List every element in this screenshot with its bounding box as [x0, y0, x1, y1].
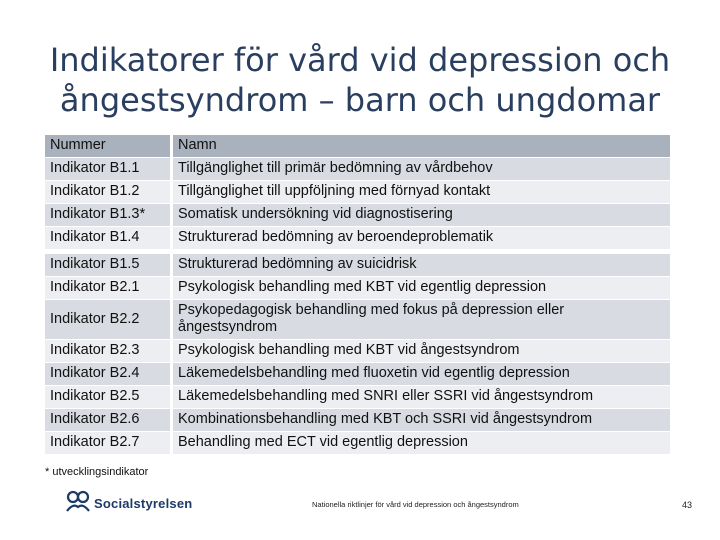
table-row	[45, 300, 670, 340]
indicator-name: Läkemedelsbehandling med fluoxetin vid egentlig depression	[173, 363, 670, 386]
table-row	[45, 250, 670, 277]
logo-text: Socialstyrelsen	[94, 496, 193, 511]
indicator-table	[45, 135, 670, 455]
indicator-name: Psykologisk behandling med KBT vid egentlig depression	[173, 277, 670, 300]
indicator-number: Indikator B1.1	[45, 158, 173, 181]
indicator-number: Indikator B2.4	[45, 363, 173, 386]
column-header-name: Namn	[173, 135, 670, 158]
indicator-number: Indikator B2.1	[45, 277, 173, 300]
table-row	[45, 227, 670, 250]
indicator-number: Indikator B2.2	[45, 300, 173, 340]
indicator-name: Psykologisk behandling med KBT vid ångestsyndrom	[173, 340, 670, 363]
indicator-name: Läkemedelsbehandling med SNRI eller SSRI vid ångestsyndrom	[173, 386, 670, 409]
footer-text: Nationella riktlinjer för vård vid depression och ångestsyndrom	[312, 500, 519, 509]
table-row	[45, 386, 670, 409]
indicator-name: Strukturerad bedömning av beroendeproblematik	[173, 227, 670, 250]
indicator-name: Kombinationsbehandling med KBT och SSRI vid ångestsyndrom	[173, 409, 670, 432]
footnote: * utvecklingsindikator	[45, 466, 149, 478]
page-title-line-1: Indikatorer för vård vid depression och	[49, 41, 671, 79]
table-row	[45, 204, 670, 227]
table-row	[45, 340, 670, 363]
indicator-name: Tillgänglighet till uppföljning med förnyad kontakt	[173, 181, 670, 204]
indicator-name: Strukturerad bedömning av suicidrisk	[173, 250, 670, 277]
indicator-name: Behandling med ECT vid egentlig depression	[173, 432, 670, 455]
table-header-row	[45, 135, 670, 158]
indicator-number: Indikator B1.3*	[45, 204, 173, 227]
indicator-number: Indikator B1.4	[45, 227, 173, 250]
indicator-name: Tillgänglighet till primär bedömning av vårdbehov	[173, 158, 670, 181]
table-row	[45, 432, 670, 455]
indicator-number: Indikator B1.5	[45, 250, 173, 277]
table-row	[45, 409, 670, 432]
table-row	[45, 363, 670, 386]
indicator-name: Psykopedagogisk behandling med fokus på depression eller ångestsyndrom	[173, 300, 670, 340]
column-header-number: Nummer	[45, 135, 173, 158]
table-row	[45, 181, 670, 204]
indicator-name: Somatisk undersökning vid diagnostisering	[173, 204, 670, 227]
table-row	[45, 277, 670, 300]
page-title	[0, 40, 720, 120]
table-row	[45, 158, 670, 181]
indicator-number: Indikator B2.7	[45, 432, 173, 455]
indicator-number: Indikator B2.5	[45, 386, 173, 409]
indicator-number: Indikator B1.2	[45, 181, 173, 204]
page-title-line-2: ångestsyndrom – barn och ungdomar	[59, 81, 661, 119]
indicator-number: Indikator B2.3	[45, 340, 173, 363]
indicator-number: Indikator B2.6	[45, 409, 173, 432]
page-number: 43	[682, 500, 693, 510]
